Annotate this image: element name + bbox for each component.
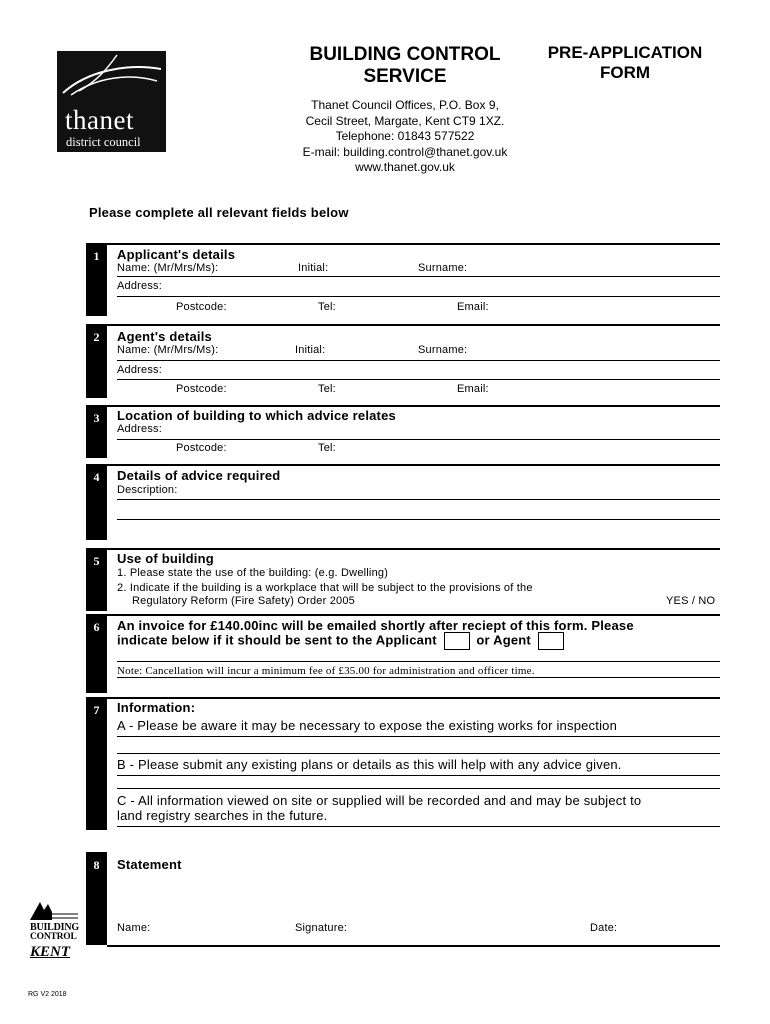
name-label: Name: — [117, 922, 151, 934]
postcode-label: Postcode: — [176, 383, 227, 395]
address-line: Thanet Council Offices, P.O. Box 9, — [311, 98, 499, 112]
postcode-label: Postcode: — [176, 301, 227, 313]
section-use — [86, 548, 720, 611]
field-line — [117, 519, 720, 520]
section-heading: Use of building — [117, 551, 214, 566]
logo-subtitle: district council — [66, 135, 141, 149]
service-title — [290, 44, 520, 88]
section-number: 4 — [86, 464, 107, 540]
divider — [117, 753, 720, 754]
email-label: Email: — [457, 301, 489, 313]
form-instructions: Please complete all relevant fields below — [89, 205, 349, 220]
description-label: Description: — [117, 484, 178, 496]
section-heading: Details of advice required — [117, 468, 281, 483]
service-title-line1: BUILDING CONTROL — [309, 44, 501, 65]
divider — [117, 736, 720, 737]
yes-no-option[interactable]: YES / NO — [666, 595, 716, 607]
divider — [117, 775, 720, 776]
section-location — [86, 405, 720, 458]
divider — [107, 464, 720, 466]
section-number: 2 — [86, 324, 107, 398]
tel-label: Tel: — [318, 383, 336, 395]
initial-label: Initial: — [298, 262, 329, 274]
section-statement — [86, 852, 720, 945]
field-line — [117, 379, 720, 380]
divider — [107, 945, 720, 947]
info-b: B - Please submit any existing plans or details as this will help with any advice given. — [117, 757, 622, 772]
field-line — [117, 296, 720, 297]
logo-name: thanet — [65, 105, 134, 135]
info-a: A - Please be aware it may be necessary to expose the existing works for inspection — [117, 718, 618, 733]
invoice-text: An invoice for £140.00inc will be emailed shortly after reciept of this form. Please — [117, 618, 634, 633]
field-line — [117, 499, 720, 500]
section-heading: Information: — [117, 700, 196, 715]
workplace-question-cont: Regulatory Reform (Fire Safety) Order 2005 — [132, 595, 355, 607]
divider — [107, 614, 720, 616]
divider — [117, 677, 720, 678]
field-line — [117, 439, 720, 440]
kent-logo-line2: CONTROL — [30, 932, 77, 942]
divider — [107, 243, 720, 245]
divider — [107, 405, 720, 407]
section-heading: Statement — [117, 857, 182, 872]
section-number: 8 — [86, 852, 107, 945]
address-label: Address: — [117, 280, 163, 292]
section-information — [86, 697, 720, 830]
info-c: C - All information viewed on site or supplied will be recorded and and may be subject to — [117, 793, 642, 808]
divider — [107, 697, 720, 699]
applicant-checkbox[interactable] — [444, 632, 470, 650]
section-agent — [86, 324, 720, 398]
form-title-line1: PRE-APPLICATION — [547, 43, 703, 62]
section-number: 1 — [86, 243, 107, 316]
divider — [107, 548, 720, 550]
invoice-recipient — [117, 632, 567, 650]
name-label: Name: (Mr/Mrs/Ms): — [117, 344, 219, 356]
kent-logo-line1: BUILDING — [30, 922, 79, 933]
field-line — [117, 360, 720, 361]
surname-label: Surname: — [418, 262, 468, 274]
section-heading: Agent's details — [117, 329, 212, 344]
form-title-line2: FORM — [599, 63, 651, 82]
postcode-label: Postcode: — [176, 442, 227, 454]
cancellation-note: Note: Cancellation will incur a minimum fee of £35.00 for administration and officer time. — [117, 665, 535, 677]
email-line: E-mail: building.control@thanet.gov.uk — [302, 144, 508, 159]
use-question: 1. Please state the use of the building: (e.g. Dwelling) — [117, 567, 389, 579]
name-label: Name: (Mr/Mrs/Ms): — [117, 262, 219, 274]
divider — [117, 826, 720, 827]
workplace-question: 2. Indicate if the building is a workplace that will be subject to the provisions of the — [117, 582, 533, 594]
form-title — [525, 43, 725, 83]
website-line: www.thanet.gov.uk — [355, 160, 455, 174]
address-label: Address: — [117, 423, 163, 435]
section-heading: Location of building to which advice relates — [117, 408, 396, 423]
invoice-recipient-text: indicate below if it should be sent to the Applicant — [117, 632, 437, 648]
initial-label: Initial: — [295, 344, 326, 356]
divider — [117, 788, 720, 789]
section-invoice — [86, 614, 720, 693]
council-address — [270, 98, 540, 176]
kent-logo-line3: KENT — [30, 944, 71, 960]
building-control-kent-logo — [28, 900, 80, 962]
email-label: Email: — [457, 383, 489, 395]
telephone-line: Telephone: 01843 577522 — [335, 129, 475, 143]
address-label: Address: — [117, 364, 163, 376]
info-c-cont: land registry searches in the future. — [117, 808, 328, 823]
signature-label: Signature: — [295, 922, 348, 934]
divider — [117, 661, 720, 662]
kent-emblem-icon — [28, 900, 80, 922]
service-title-line2: SERVICE — [363, 66, 447, 87]
tel-label: Tel: — [318, 301, 336, 313]
section-applicant — [86, 243, 720, 316]
address-line: Cecil Street, Margate, Kent CT9 1XZ. — [305, 113, 505, 128]
date-label: Date: — [590, 922, 618, 934]
agent-checkbox[interactable] — [538, 632, 564, 650]
section-number: 3 — [86, 405, 107, 458]
agent-label: or Agent — [476, 632, 531, 648]
tel-label: Tel: — [318, 442, 336, 454]
section-number: 5 — [86, 548, 107, 611]
form-reference: RG V2 2018 — [28, 991, 67, 998]
surname-label: Surname: — [418, 344, 468, 356]
section-number: 6 — [86, 614, 107, 693]
thanet-logo — [57, 51, 166, 152]
divider — [107, 324, 720, 326]
section-heading: Applicant's details — [117, 247, 236, 262]
section-advice — [86, 464, 720, 540]
section-number: 7 — [86, 697, 107, 830]
field-line — [117, 276, 720, 277]
